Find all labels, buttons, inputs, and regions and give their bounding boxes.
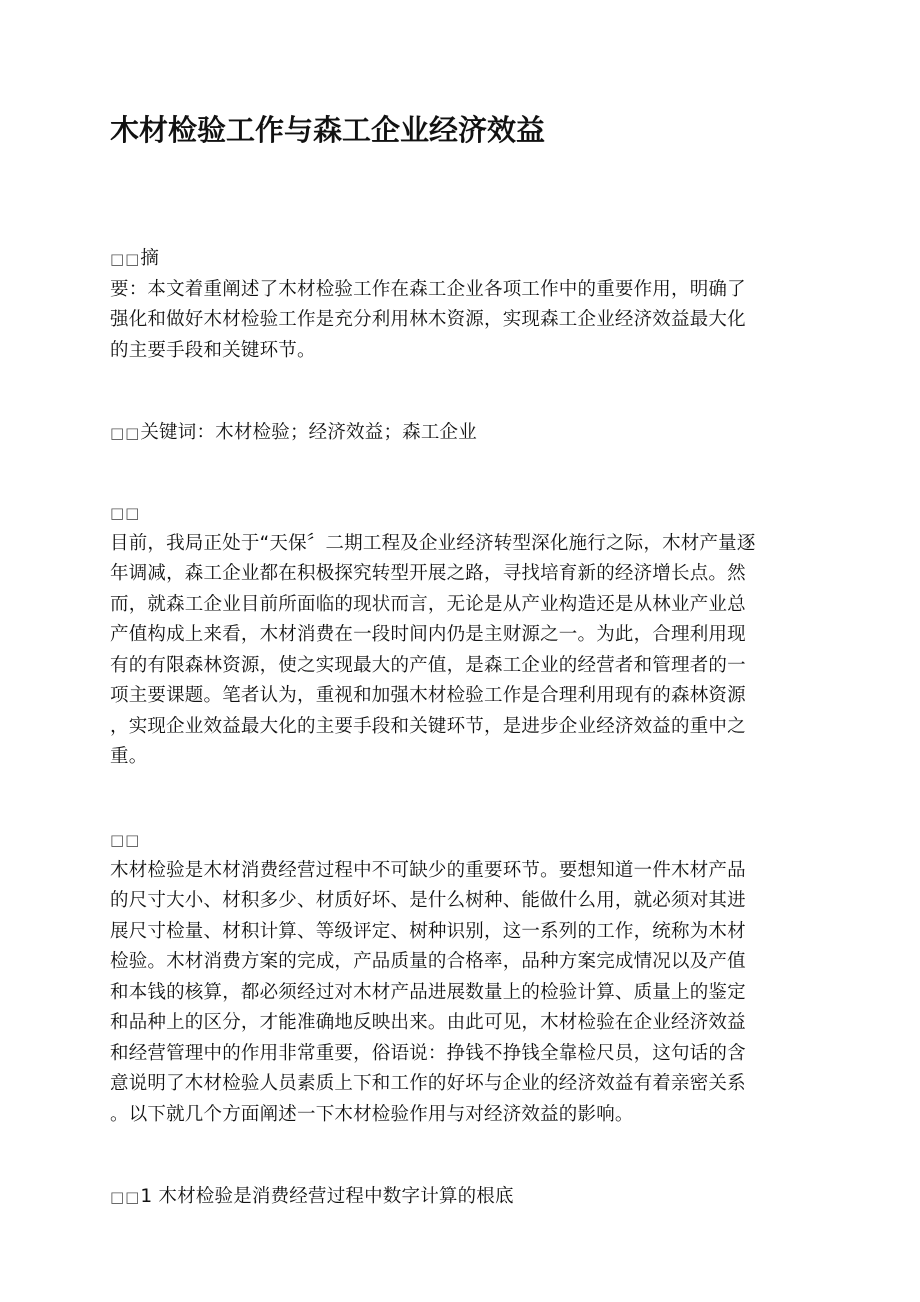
abstract-line: 的主要手段和关键环节。 (110, 339, 316, 361)
section2-line: 木材检验是木材消费经营过程中不可缺少的重要环节。要想知道一件木材产品 (110, 859, 746, 881)
abstract-line: 要：本文着重阐述了木材检验工作在森工企业各项工作中的重要作用，明确了 (110, 278, 746, 300)
document-title: 木材检验工作与森工企业经济效益 (110, 113, 546, 147)
section1-line: 而，就森工企业目前所面临的现状而言，无论是从产业构造还是从林业产业总 (110, 593, 746, 615)
keywords-block (110, 418, 802, 449)
section2-line: 检验。木材消费方案的完成，产品质量的合格率，品种方案完成情况以及产值 (110, 951, 746, 972)
section2-line: 和经营管理中的作用非常重要，俗语说：挣钱不挣钱全靠检尺员，这句话的含 (110, 1042, 746, 1064)
section2-line: 。以下就几个方面阐述一下木材检验作用与对经济效益的影响。 (110, 1103, 634, 1125)
section2-marker-line (110, 825, 802, 856)
section2-line: 意说明了木材检验人员素质上下和工作的好坏与企业的经济效益有着亲密关系 (110, 1073, 746, 1094)
section1-line: 年调减，森工企业都在积极探究转型开展之路，寻找培育新的经济增长点。然 (110, 563, 746, 584)
section1-line: 目前，我局正处于“天保〞二期工程及企业经济转型深化施行之际，木材产量逐 (110, 532, 756, 554)
section2-line: 和本钱的核算，都必须经过对木材产品进展数量上的检验计算、质量上的鉴定 (110, 981, 746, 1003)
heading1-line (110, 1182, 802, 1213)
heading1-marker: □□ (110, 1188, 141, 1206)
section1-block (110, 498, 802, 773)
section1-marker-line (110, 498, 802, 529)
section2-block (110, 825, 802, 1130)
section1-line: 有的有限森林资源，使之实现最大的产值，是森工企业的经营者和管理者的一 (110, 654, 746, 676)
section1-line: ，实现企业效益最大化的主要手段和关键环节，是进步企业经济效益的重中之 (110, 715, 746, 737)
keywords-text: 关键词：木材检验；经济效益；森工企业 (140, 422, 477, 443)
section1-line: 项主要课题。笔者认为，重视和加强木材检验工作是合理利用现有的森林资源 (110, 685, 746, 706)
heading1-text: 1 木材检验是消费经营过程中数字计算的根底 (140, 1186, 514, 1207)
abstract-marker: □□ (110, 250, 141, 268)
abstract-line: 强化和做好木材检验工作是充分利用林木资源，实现森工企业经济效益最大化 (110, 309, 746, 330)
section1-marker: □□ (110, 504, 141, 522)
abstract-label: 摘 (140, 248, 160, 269)
keywords-line (110, 418, 802, 449)
heading1-block (110, 1182, 802, 1213)
abstract-block (110, 244, 802, 366)
section2-line: 和品种上的区分，才能准确地反映出来。由此可见，木材检验在企业经济效益 (110, 1012, 746, 1033)
section2-line: 的尺寸大小、材积多少、材质好坏、是什么树种、能做什么用，就必须对其进 (110, 890, 746, 911)
section1-line: 产值构成上来看，木材消费在一段时间内仍是主财源之一。为此，合理利用现 (110, 624, 746, 645)
section1-line: 重。 (110, 746, 148, 767)
keywords-marker: □□ (110, 424, 141, 442)
section2-marker: □□ (110, 831, 141, 849)
section2-line: 展尺寸检量、材积计算、等级评定、树种识别，这一系列的工作，统称为木材 (110, 920, 746, 942)
abstract-label-line (110, 244, 802, 275)
